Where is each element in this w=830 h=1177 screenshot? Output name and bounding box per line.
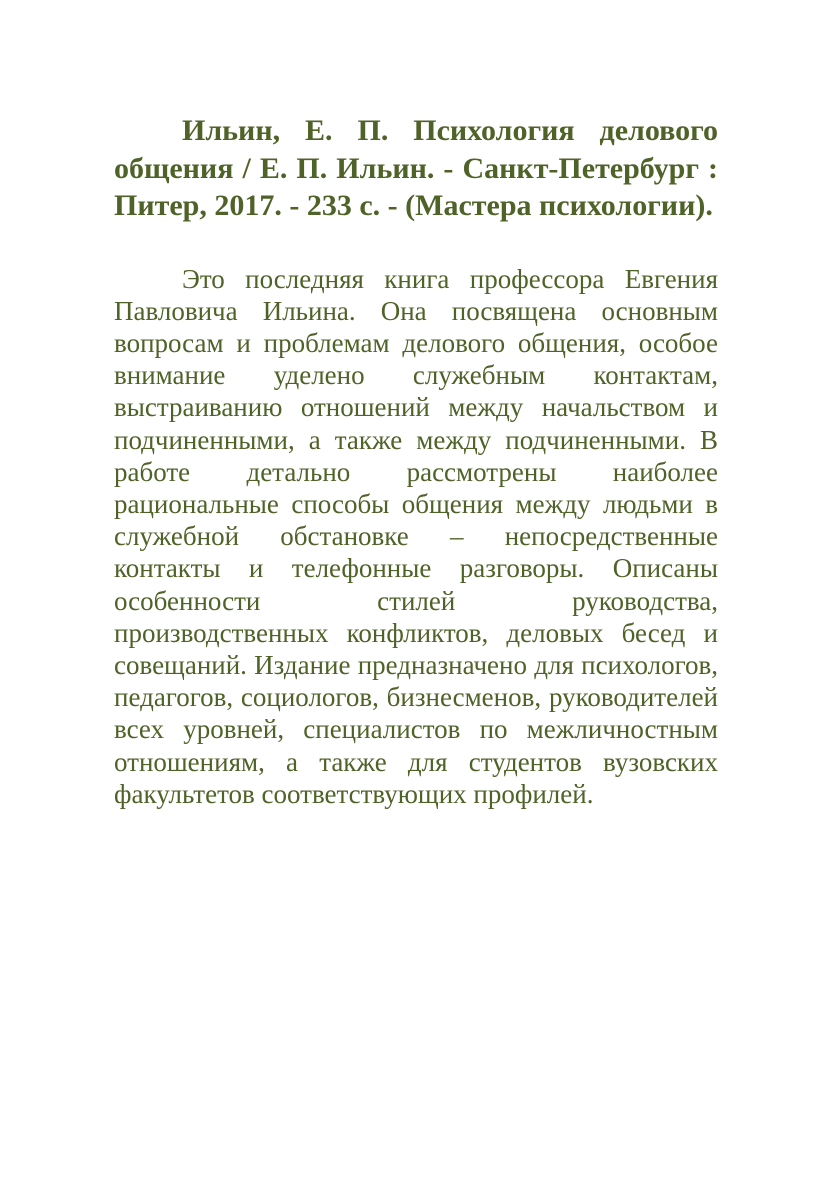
book-annotation: Это последняя книга профессора Евгения Павловича Ильина. Она посвящена основным вопросам и проблемам делового общения, особое внимание уделено служебным контактам, выстраиванию отношений между начальством и подчиненными, а также между подчиненными. В работе детально рассмотрены наиболее рациональные способы общения между людьми в служебной обстановке – непосредственные контакты и телефонные разговоры. Описаны особенности стилей руководства, производственных конфликтов, деловых бесед и совещаний. Издание предназначено для психологов, педагогов, социологов, бизнесменов, руководителей всех уровней, специалистов по межличностным отношениям, а также для студентов вузовских факультетов соответствующих профилей. <box>114 263 718 809</box>
bibliographic-citation: Ильин, Е. П. Психология делового общения / Е. П. Ильин. - Санкт-Петербург : Питер, 2017. - 233 с. - (Мастера психологии). <box>114 114 718 222</box>
document-page <box>114 112 718 810</box>
